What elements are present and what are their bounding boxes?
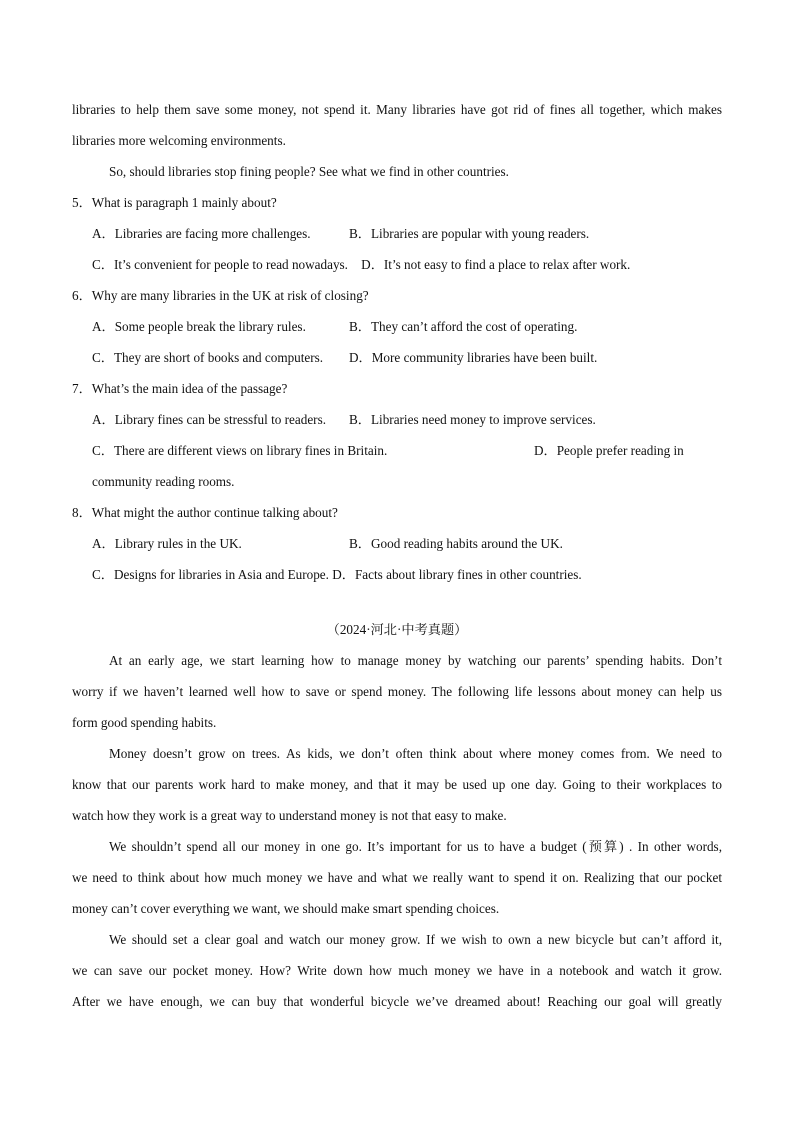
paragraph-line: We should set a clear goal and watch our money grow. If we wish to own a new bicycle but can’t afford it, xyxy=(109,932,722,947)
intro-line: libraries more welcoming environments. xyxy=(72,133,286,148)
option-c: C．It’s convenient for people to read nowadays. xyxy=(92,257,348,272)
passage-paragraph xyxy=(72,647,722,740)
paragraph-line: we can save our pocket money. How? Write down how much money we have in a notebook and watch it grow. xyxy=(72,963,722,978)
option-row xyxy=(72,561,722,592)
option-c: C．There are different views on library fines in Britain. xyxy=(92,443,388,458)
document-page xyxy=(72,96,722,1019)
paragraph-line: form good spending habits. xyxy=(72,715,217,730)
option-c: C．Designs for libraries in Asia and Europe. xyxy=(92,567,329,582)
passage-paragraph xyxy=(72,740,722,833)
passage-paragraph xyxy=(72,926,722,1019)
intro-line: So, should libraries stop fining people? See what we find in other countries. xyxy=(109,164,509,179)
option-b: B．Libraries are popular with young readers. xyxy=(349,226,590,241)
option-row xyxy=(72,344,722,375)
paragraph-line: we need to think about how much money we have and what we really want to spend it on. Realizing that our pocket xyxy=(72,870,722,885)
paragraph-line: know that our parents work hard to make money, and that it may be used up one day. Going to their workplaces to xyxy=(72,777,722,792)
paragraph-line: At an early age, we start learning how to manage money by watching our parents’ spending habits. Don’t xyxy=(109,653,722,668)
option-row xyxy=(72,251,722,282)
option-d: D．People prefer reading in xyxy=(534,443,684,458)
paragraph-line: worry if we haven’t learned well how to save or spend money. The following life lessons about money can help us xyxy=(72,684,722,699)
question-stem: 6．Why are many libraries in the UK at risk of closing? xyxy=(72,288,369,303)
option-d-continued: community reading rooms. xyxy=(92,474,235,489)
option-a: A．Library rules in the UK. xyxy=(92,536,242,551)
option-b: B．Libraries need money to improve services. xyxy=(349,412,596,427)
option-d: D．Facts about library fines in other countries. xyxy=(332,567,582,582)
option-row xyxy=(72,313,722,344)
paragraph-line: Money doesn’t grow on trees. As kids, we don’t often think about where money comes from. We need to xyxy=(109,746,722,761)
option-row xyxy=(72,220,722,251)
option-d: D．It’s not easy to find a place to relax after work. xyxy=(361,257,631,272)
paragraph-line: After we have enough, we can buy that wonderful bicycle we’ve dreamed about! Reaching our goal will greatly xyxy=(72,994,722,1009)
option-c: C．They are short of books and computers. xyxy=(92,350,324,365)
passage-paragraph xyxy=(72,833,722,926)
paragraph-line: We shouldn’t spend all our money in one go. It’s important for us to have a budget (预算) . In other words, xyxy=(109,839,722,854)
option-row xyxy=(72,437,722,468)
option-row xyxy=(72,530,722,561)
option-b: B．Good reading habits around the UK. xyxy=(349,536,563,551)
option-a: A．Some people break the library rules. xyxy=(92,319,306,334)
paragraph-line: money can’t cover everything we want, we should make smart spending choices. xyxy=(72,901,500,916)
option-a: A．Libraries are facing more challenges. xyxy=(92,226,311,241)
question-stem: 8．What might the author continue talking about? xyxy=(72,505,338,520)
intro-line: libraries to help them save some money, not spend it. Many libraries have got rid of fines all together, which makes xyxy=(72,102,722,117)
question-stem: 7．What’s the main idea of the passage? xyxy=(72,381,288,396)
passage-title: （2024·河北·中考真题） xyxy=(326,622,468,637)
question-stem: 5．What is paragraph 1 mainly about? xyxy=(72,195,277,210)
option-b: B．They can’t afford the cost of operating. xyxy=(349,319,578,334)
option-d: D．More community libraries have been built. xyxy=(349,350,598,365)
option-row xyxy=(72,406,722,437)
option-a: A．Library fines can be stressful to readers. xyxy=(92,412,326,427)
paragraph-line: watch how they work is a great way to understand money is not that easy to make. xyxy=(72,808,507,823)
